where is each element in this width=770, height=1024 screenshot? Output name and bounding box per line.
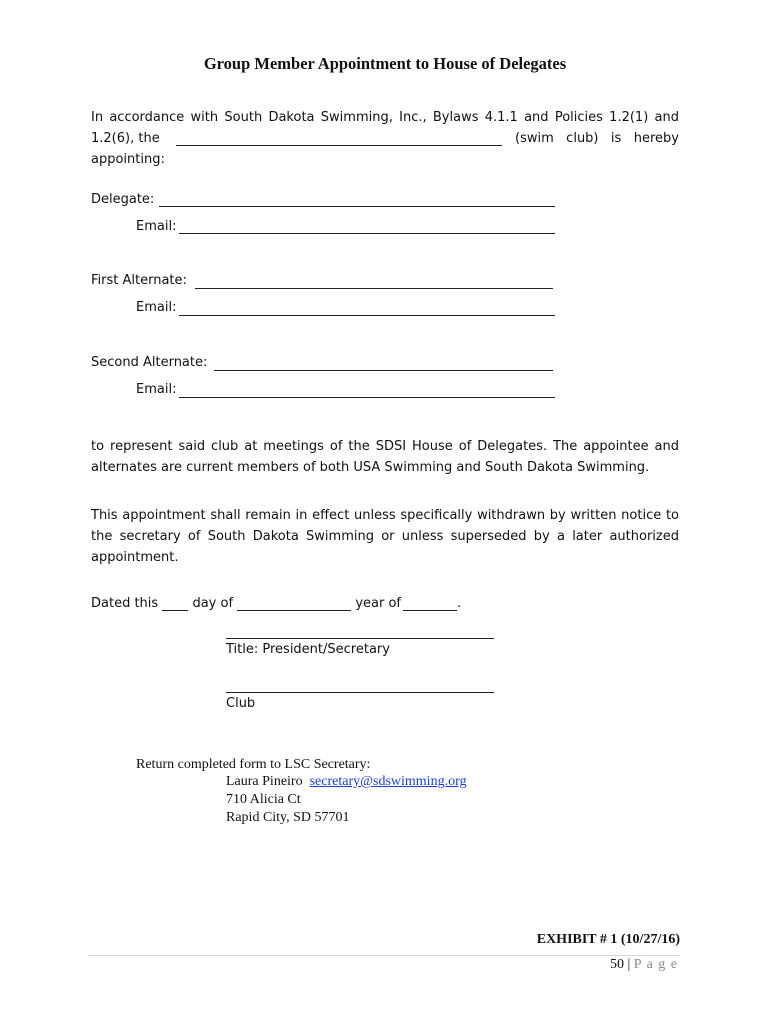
effect-paragraph: This appointment shall remain in effect unless specifically withdrawn by written notice to the secretary of South Dakota Swimming or unless superseded by a later authorized appointment. xyxy=(91,508,679,565)
dated-day-of: day of xyxy=(192,596,234,611)
title-label: Title: President/Secretary xyxy=(226,642,390,657)
first-alternate-blank[interactable] xyxy=(195,288,553,289)
dated-line xyxy=(91,596,461,611)
club-signature-line[interactable] xyxy=(226,692,494,693)
day-blank[interactable] xyxy=(162,596,188,611)
delegate-email-label: Email: xyxy=(136,219,177,234)
page-separator: | xyxy=(627,957,631,972)
delegate-email-blank[interactable] xyxy=(179,233,555,234)
club-label: Club xyxy=(226,696,256,711)
first-alternate-label: First Alternate: xyxy=(91,273,187,288)
year-blank[interactable] xyxy=(403,596,457,611)
intro-line-2-start: 1.2(6), the xyxy=(91,131,160,146)
secretary-email-link[interactable]: secretary@sdswimming.org xyxy=(309,774,467,789)
secretary-name: Laura Pineiro xyxy=(226,774,303,789)
address-line-1: 710 Alicia Ct xyxy=(226,792,301,807)
first-alternate-email-label: Email: xyxy=(136,300,177,315)
second-alternate-email-label: Email: xyxy=(136,382,177,397)
form-title: Group Member Appointment to House of Delegates xyxy=(203,54,567,73)
page-word: P a g e xyxy=(633,957,678,972)
delegate-blank[interactable] xyxy=(159,206,555,207)
title-signature-line[interactable] xyxy=(226,638,494,639)
page-footer xyxy=(610,957,678,973)
exhibit-label: EXHIBIT # 1 (10/27/16) xyxy=(536,932,680,947)
page-number: 50 xyxy=(609,957,624,972)
return-contact xyxy=(226,774,466,790)
swim-club-blank[interactable] xyxy=(176,145,502,146)
second-alternate-label: Second Alternate: xyxy=(91,355,208,370)
dated-year-of: year of xyxy=(355,596,401,611)
dated-prefix: Dated this xyxy=(91,596,159,611)
intro-line-1: In accordance with South Dakota Swimming, Inc., Bylaws 4.1.1 and Policies 1.2(1) and xyxy=(91,110,679,125)
intro-line-3: appointing: xyxy=(91,152,165,167)
intro-line-2-end: (swim club) is hereby xyxy=(515,131,679,146)
return-heading: Return completed form to LSC Secretary: xyxy=(136,757,371,772)
month-blank[interactable] xyxy=(237,596,351,611)
first-alternate-email-blank[interactable] xyxy=(179,315,555,316)
delegate-label: Delegate: xyxy=(91,192,155,207)
represent-paragraph: to represent said club at meetings of the SDSI House of Delegates. The appointee and alternates are current members of both USA Swimming and South Dakota Swimming. xyxy=(91,439,679,475)
address-line-2: Rapid City, SD 57701 xyxy=(226,810,350,825)
dated-period: . xyxy=(457,596,462,611)
second-alternate-blank[interactable] xyxy=(214,370,553,371)
second-alternate-email-blank[interactable] xyxy=(179,397,555,398)
footer-divider xyxy=(88,955,680,956)
